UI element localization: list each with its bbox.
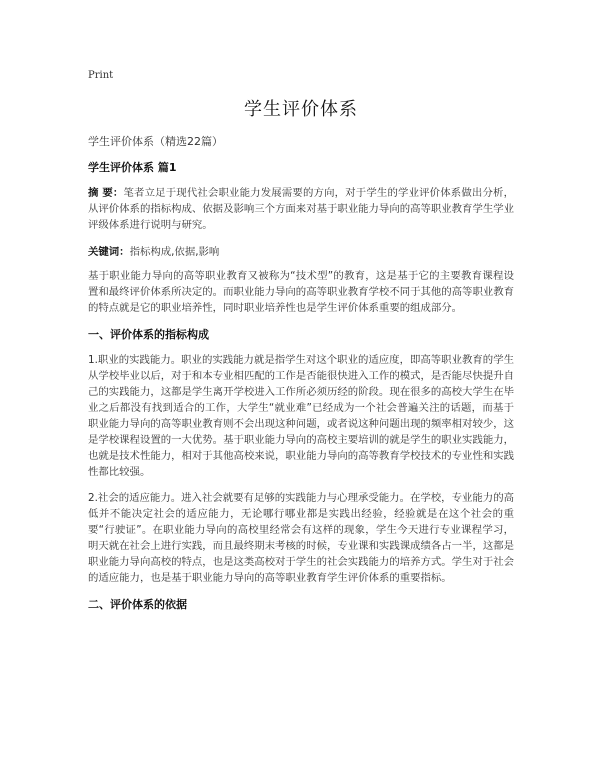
intro-paragraph: 基于职业能力导向的高等职业教育又被称为“技术型”的教育，这是基于它的主要教育课程设置和最终评价体系所决定的。而职业能力导向的高等职业教育学校不同于其他的高等职业教育的特点就是它的职业培养性，同时职业培养性也是学生评价体系重要的组成部分。 xyxy=(88,270,515,314)
print-label: Print xyxy=(88,70,114,81)
abstract-text: 笔者立足于现代社会职业能力发展需要的方向，对于学生的学业评价体系做出分析，从评价体系的指标构成、依据及影响三个方面来对基于职业能力导向的高等职业教育学生学业评级体系进行说明与研究。 xyxy=(88,187,515,231)
social-adaptability-paragraph: 2.社会的适应能力。进入社会就要有足够的实践能力与心理承受能力。在学校，专业能力的高低并不能决定社会的适应能力，无论哪行哪业都是实践出经验，经验就是在这个社会的重要“行驶证”。在职业能力导向的高校里经常会有这样的现象，学生今天进行专业课程学习，明天就在社会上进行实践，而且最终期末考核的时候，专业课和实践课成绩各占一半，这都是职业能力导向高校的特点，也是这类高校对于学生的社会实践能力的培养方式。学生对于社会的适应能力，也是基于职业能力导向的高等职业教育学生评价体系的重要指标。 xyxy=(88,492,515,584)
heading-indicators: 一、评价体系的指标构成 xyxy=(88,328,209,341)
document-page xyxy=(88,70,514,622)
keywords-paragraph xyxy=(88,243,514,258)
abstract-paragraph xyxy=(88,185,514,233)
keywords-label: 关键词： xyxy=(88,246,130,258)
document-subtitle: 学生评价体系（精选22篇） xyxy=(88,135,223,148)
document-title: 学生评价体系 xyxy=(244,99,358,120)
section-title: 学生评价体系 篇1 xyxy=(88,161,177,174)
practice-ability-paragraph: 1.职业的实践能力。职业的实践能力就是指学生对这个职业的适应度，即高等职业教育的学生从学校毕业以后，对于和本专业相匹配的工作是否能很快进入工作的模式，是否能尽快提升自己的实践能力，这都是学生离开学校进入工作所必须历经的阶段。现在很多的高校大学生在毕业之后都没有找到适合的工作，大学生“就业难”已经成为一个社会普遍关注的话题，而基于职业能力导向的高等职业教育则不会出现这种问题，或者说这种问题出现的频率相对较少，这是学校课程设置的一大优势。基于职业能力导向的高校主要培训的就是学生的职业实践能力，也就是技术性能力，相对于其他高校来说，职业能力导向的高等教育学校技术的专业性和实践性都比较强。 xyxy=(88,354,515,478)
heading-basis: 二、评价体系的依据 xyxy=(88,598,187,611)
abstract-label: 摘 要： xyxy=(88,187,124,199)
keywords-text: 指标构成,依据,影响 xyxy=(129,246,220,258)
